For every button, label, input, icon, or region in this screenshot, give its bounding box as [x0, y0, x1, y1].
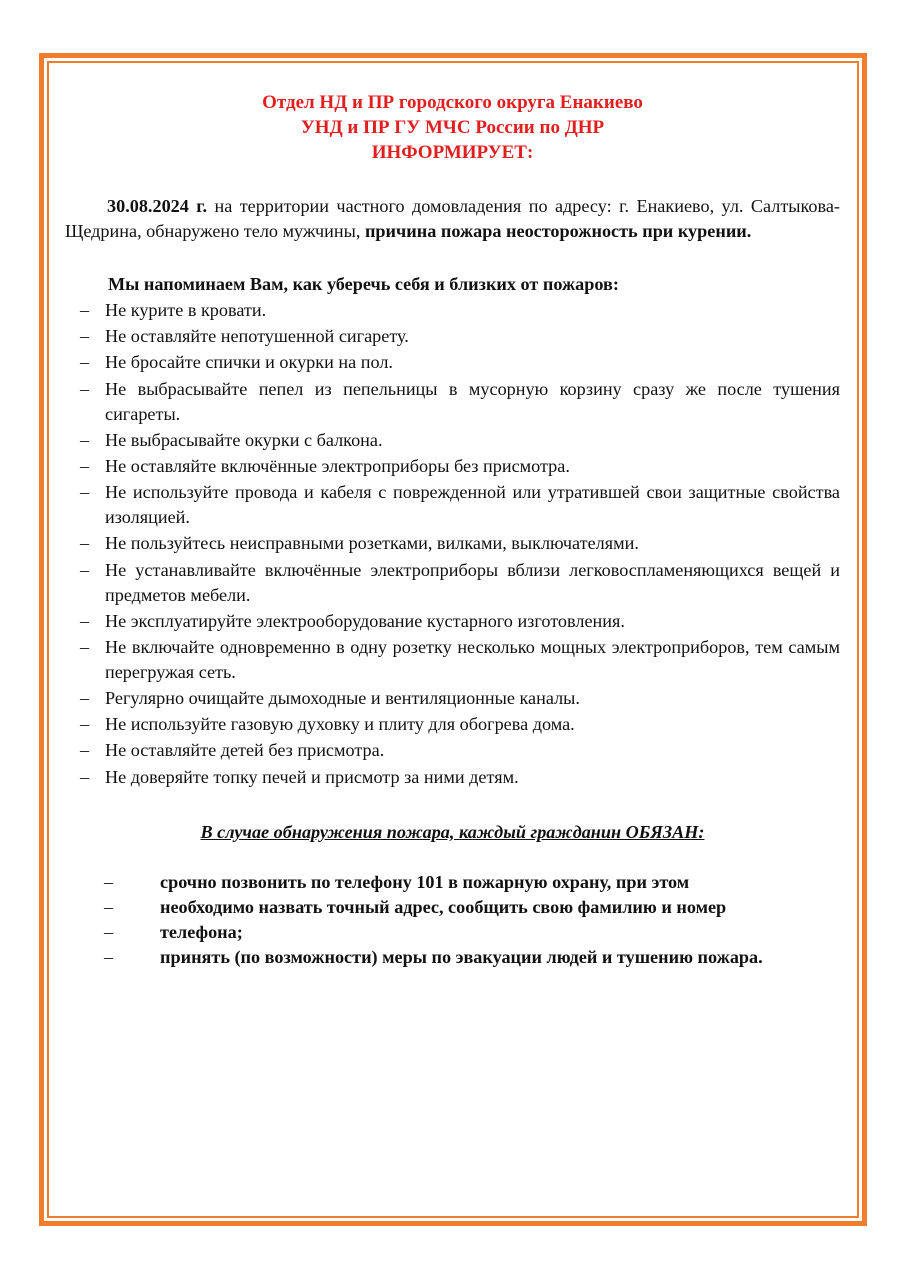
reminder-title: Мы напоминаем Вам, как уберечь себя и близких от пожаров:	[108, 274, 619, 294]
dash-marker: –	[80, 352, 90, 373]
dash-marker: –	[80, 610, 90, 631]
dash-marker: –	[80, 300, 90, 320]
list-item: – Не курите в кровати.	[62, 298, 840, 323]
header-informs: ИНФОРМИРУЕТ:	[371, 142, 534, 163]
list-item: – телефона;	[60, 920, 840, 945]
dash-marker: –	[80, 482, 90, 503]
citizen-duty-title: В случае обнаружения пожара, каждый гражданин ОБЯЗАН:	[200, 822, 705, 842]
document-header	[60, 90, 845, 165]
dash-marker: –	[80, 740, 90, 761]
fire-safety-tips	[62, 298, 840, 791]
citizen-duties-list	[60, 870, 840, 970]
list-item: – Не пользуйтесь неисправными розетками, вилками, выключателями.	[62, 531, 840, 556]
list-item: – Не оставляйте детей без присмотра.	[62, 738, 840, 763]
dash-marker: –	[80, 455, 90, 476]
dash-marker: –	[80, 636, 90, 657]
header-directorate: УНД и ПР ГУ МЧС России по ДНР	[300, 117, 605, 138]
dash-marker: –	[80, 714, 90, 735]
list-item: – Регулярно очищайте дымоходные и вентиляционные каналы.	[62, 686, 840, 711]
list-item: – Не эксплуатируйте электрооборудование кустарного изготовления.	[62, 609, 840, 634]
list-item: – Не используйте газовую духовку и плиту для обогрева дома.	[62, 712, 840, 737]
incident-text: на территории частного домовладения по адресу: г. Енакиево, ул. Салтыкова-Щедрина, обнаружено тело мужчины,	[65, 196, 840, 241]
dash-marker: –	[104, 872, 114, 892]
dash-marker: –	[104, 922, 114, 942]
dash-marker: –	[80, 688, 90, 709]
list-item: – Не бросайте спички и окурки на пол.	[62, 350, 840, 375]
incident-cause: причина пожара неосторожность при курении.	[364, 221, 752, 241]
list-item: – Не оставляйте непотушенной сигарету.	[62, 324, 840, 349]
incident-paragraph	[65, 194, 840, 244]
list-item: – Не включайте одновременно в одну розетку несколько мощных электроприборов, тем самым перегружая сеть.	[80, 636, 840, 682]
list-item: – срочно позвонить по телефону 101 в пожарную охрану, при этом	[60, 870, 840, 895]
dash-marker: –	[104, 947, 114, 967]
list-item: – Не доверяйте топку печей и присмотр за ними детям.	[62, 765, 840, 790]
dash-marker: –	[104, 897, 114, 917]
dash-marker: –	[80, 429, 90, 450]
incident-date: 30.08.2024 г.	[107, 196, 208, 216]
list-item: – принять (по возможности) меры по эвакуации людей и тушению пожара.	[60, 945, 840, 970]
list-item: – Не выбрасывайте окурки с балкона.	[62, 428, 840, 453]
list-item: – Не оставляйте включённые электроприборы без присмотра.	[62, 454, 840, 479]
dash-marker: –	[80, 533, 90, 554]
list-item: – Не устанавливайте включённые электроприборы вблизи легковоспламеняющихся вещей и предметов мебели.	[80, 559, 840, 605]
list-item: – необходимо назвать точный адрес, сообщить свою фамилию и номер	[60, 895, 840, 920]
dash-marker: –	[80, 378, 90, 399]
header-department: Отдел НД и ПР городского округа Енакиево	[262, 92, 643, 113]
dash-marker: –	[80, 326, 90, 347]
list-item: – Не используйте провода и кабеля с поврежденной или утратившей свои защитные свойства изоляцией.	[80, 482, 840, 528]
dash-marker: –	[80, 559, 90, 580]
dash-marker: –	[80, 766, 90, 787]
list-item: – Не выбрасывайте пепел из пепельницы в мусорную корзину сразу же после тушения сигареты.	[80, 378, 840, 424]
